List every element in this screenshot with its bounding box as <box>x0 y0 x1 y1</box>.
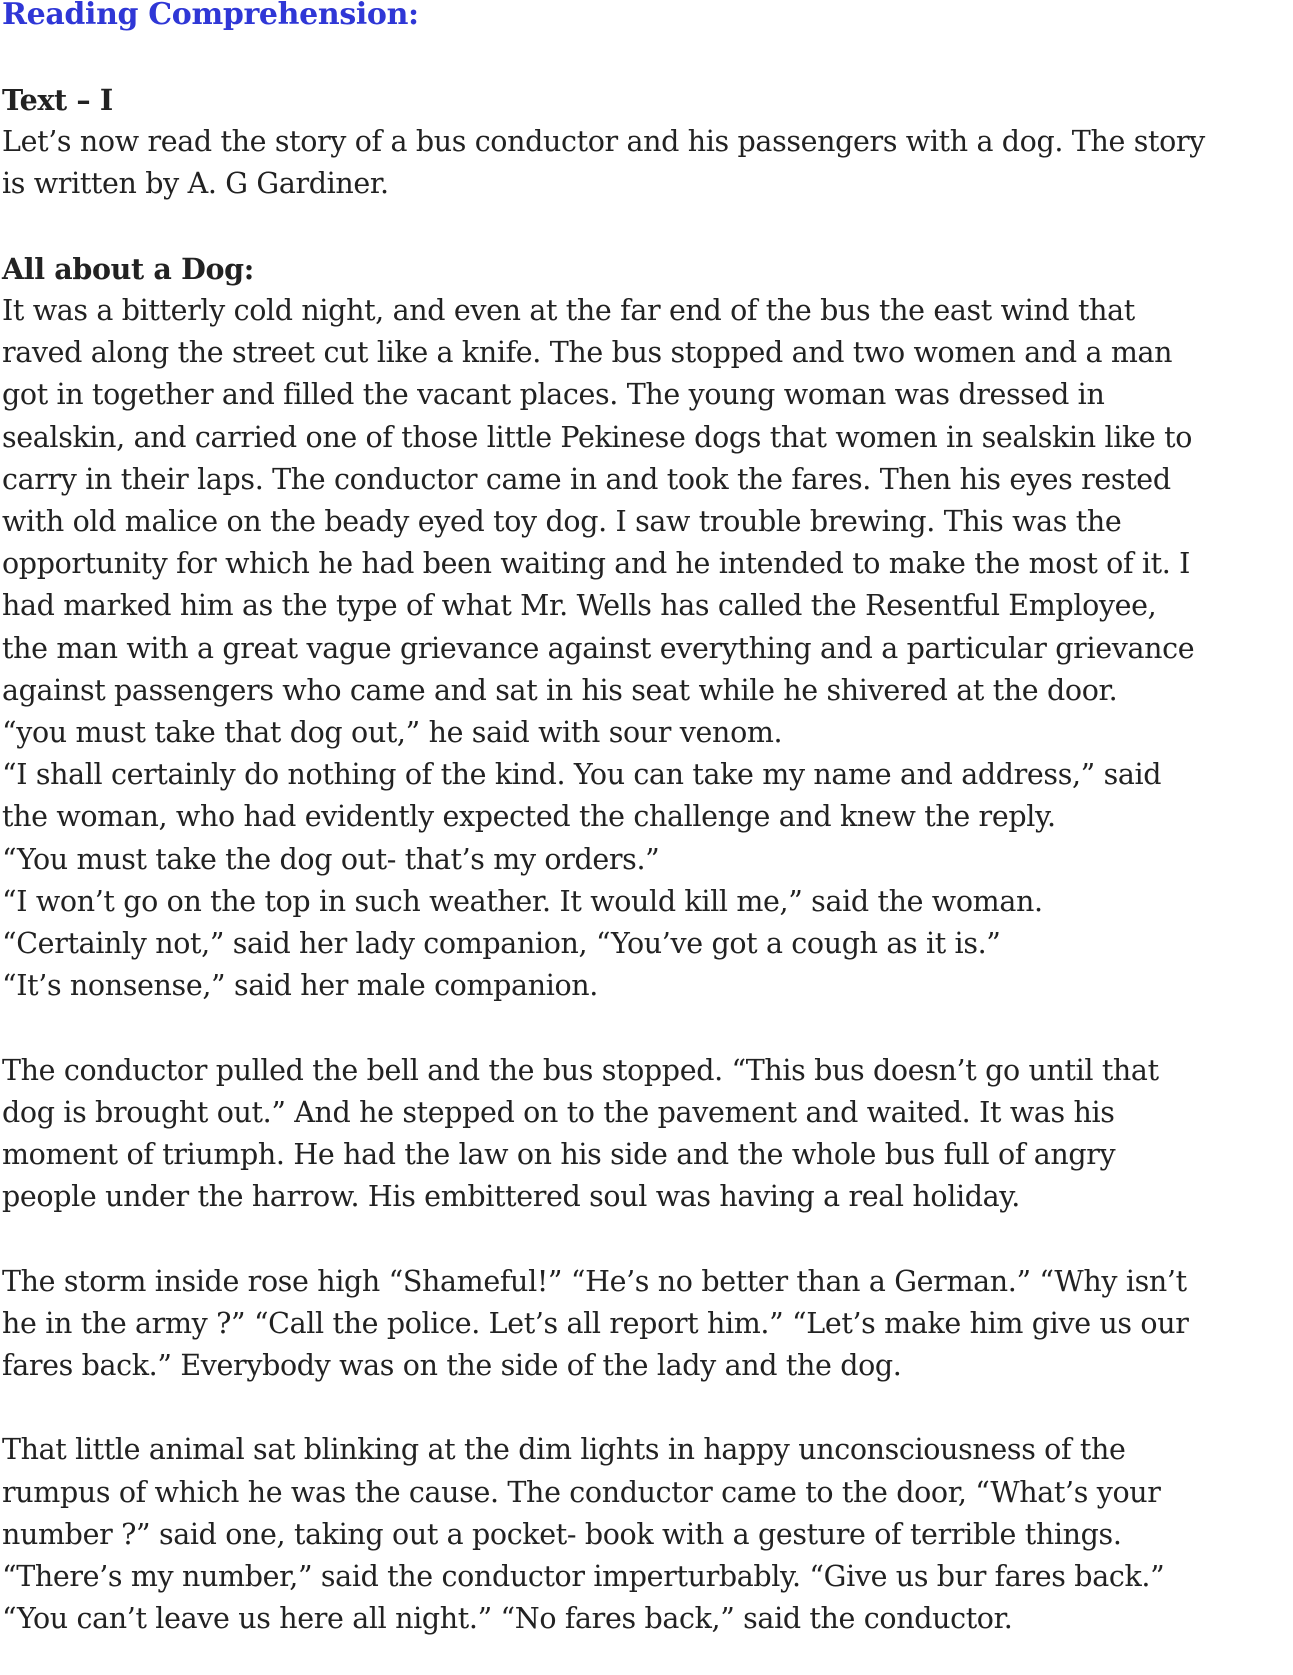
paragraph-line: raved along the street cut like a knife. The bus stopped and two women and a man <box>2 336 1173 370</box>
paragraph-line: moment of triumph. He had the law on his side and the whole bus full of angry <box>2 1138 1116 1172</box>
paragraph-line: number ?” said one, taking out a pocket- book with a gesture of terrible things. <box>2 1517 1122 1551</box>
story-paragraph-2 <box>2 1050 1288 1219</box>
paragraph-line: sealskin, and carried one of those little Pekinese dogs that women in sealskin like to <box>2 420 1193 454</box>
spacer <box>2 30 1288 79</box>
paragraph-line: people under the harrow. His embittered soul was having a real holiday. <box>2 1180 1020 1214</box>
paragraph-line: had marked him as the type of what Mr. Wells has called the Resentful Employee, <box>2 589 1157 623</box>
paragraph-line: with old malice on the beady eyed toy dog. I saw trouble brewing. This was the <box>2 505 1122 539</box>
paragraph-line: dog is brought out.” And he stepped on to the pavement and waited. It was his <box>2 1095 1115 1129</box>
text-label: Text – I <box>2 83 113 117</box>
intro-paragraph <box>2 121 1288 205</box>
document-page <box>2 0 1288 1640</box>
paragraph-line: It was a bitterly cold night, and even at the far end of the bus the east wind that <box>2 294 1135 327</box>
paragraph-line: rumpus of which he was the cause. The conductor came to the door, “What’s your <box>2 1475 1161 1509</box>
paragraph-line: That little animal sat blinking at the dim lights in happy unconsciousness of the <box>2 1433 1126 1467</box>
paragraph-line: “You can’t leave us here all night.” “No fares back,” said the conductor. <box>2 1602 1013 1636</box>
paragraph-line: carry in their laps. The conductor came in and took the fares. Then his eyes rested <box>2 462 1171 496</box>
spacer <box>2 206 1288 248</box>
paragraph-line: “There’s my number,” said the conductor imperturbably. “Give us bur fares back.” <box>2 1560 1165 1594</box>
story-paragraph-3 <box>2 1261 1288 1388</box>
paragraph-line: “It’s nonsense,” said her male companion. <box>2 969 598 1003</box>
paragraph-line: “Certainly not,” said her lady companion, “You’ve got a cough as it is.” <box>2 927 1001 961</box>
spacer <box>2 1387 1288 1429</box>
story-paragraph-4 <box>2 1429 1288 1640</box>
paragraph-line: “I won’t go on the top in such weather. It would kill me,” said the woman. <box>2 884 1043 918</box>
story-title: All about a Dog: <box>2 251 254 286</box>
paragraph-line: “you must take that dog out,” he said with sour venom. <box>2 716 783 750</box>
paragraph-line: The conductor pulled the bell and the bus stopped. “This bus doesn’t go until that <box>2 1053 1159 1087</box>
page-title: Reading Comprehension: <box>2 0 419 32</box>
intro-line: is written by A. G Gardiner. <box>2 167 389 201</box>
paragraph-line: “You must take the dog out- that’s my orders.” <box>2 842 660 876</box>
paragraph-line: the man with a great vague grievance against everything and a particular grievance <box>2 631 1195 665</box>
paragraph-line: opportunity for which he had been waiting and he intended to make the most of it. I <box>2 547 1191 581</box>
paragraph-line: The storm inside rose high “Shameful!” “He’s no better than a German.” “Why isn’t <box>2 1264 1187 1298</box>
story-paragraph-1 <box>2 290 1288 1007</box>
paragraph-line: got in together and filled the vacant places. The young woman was dressed in <box>2 378 1105 412</box>
paragraph-line: against passengers who came and sat in his seat while he shivered at the door. <box>2 673 1118 707</box>
paragraph-line: fares back.” Everybody was on the side of the lady and the dog. <box>2 1349 902 1383</box>
paragraph-line: the woman, who had evidently expected the challenge and knew the reply. <box>2 800 1056 834</box>
spacer <box>2 1007 1288 1049</box>
intro-line: Let’s now read the story of a bus conductor and his passengers with a dog. The story <box>2 125 1205 159</box>
paragraph-line: he in the army ?” “Call the police. Let’s all report him.” “Let’s make him give us our <box>2 1306 1189 1340</box>
paragraph-line: “I shall certainly do nothing of the kind. You can take my name and address,” said <box>2 758 1162 792</box>
spacer <box>2 1218 1288 1260</box>
